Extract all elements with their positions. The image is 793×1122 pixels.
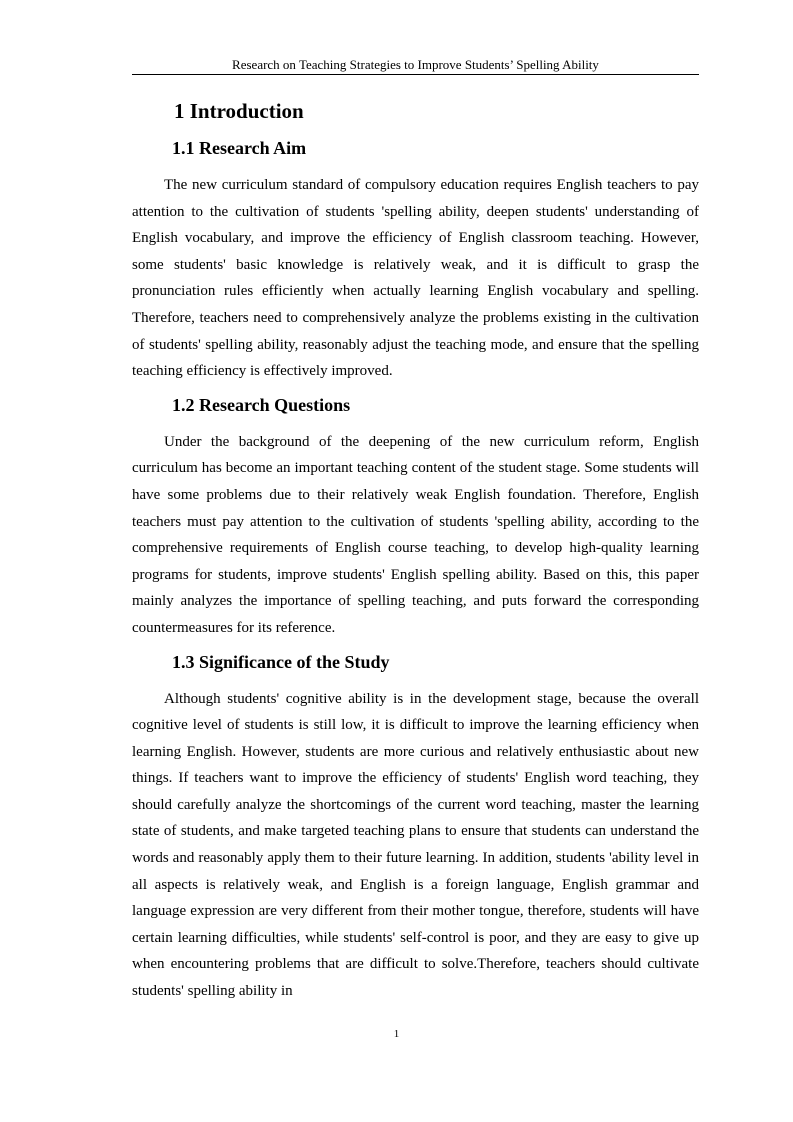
- paragraph-research-questions: Under the background of the deepening of the new curriculum reform, English curriculum has become an important teaching content of the student stage. Some students will have some problems due to their relatively weak English foundation. Therefore, English teachers must pay attention to the cultivation of students 'spelling ability, according to the comprehensive requirements of English course teaching, to develop high-quality learning programs for students, improve students' English spelling ability. Based on this, this paper mainly analyzes the importance of spelling teaching, and puts forward the corresponding countermeasures for its reference.: [132, 433, 699, 636]
- page-number: 1: [393, 1028, 400, 1040]
- paragraph-significance: Although students' cognitive ability is in the development stage, because the overall cognitive level of students is still low, it is difficult to improve the learning efficiency when learning English. However, students are more curious and relatively enthusiastic about new things. If teachers want to improve the efficiency of students' English word teaching, they should carefully analyze the shortcomings of the current word teaching, master the learning state of students, and make targeted teaching plans to ensure that students can understand the words and reasonably apply them to their future learning. In addition, students 'ability level in all aspects is relatively weak, and English is a foreign language, English grammar and language expression are very different from their mother tongue, therefore, students will have certain learning difficulties, while students' self-control is poor, and they are easy to give up when encountering problems that are difficult to solve.Therefore, teachers should cultivate students' spelling ability in: [132, 690, 699, 1000]
- chapter-title: 1 Introduction: [174, 99, 304, 123]
- running-header: Research on Teaching Strategies to Improve Students’ Spelling Ability: [132, 57, 699, 75]
- section-heading-research-questions: 1.2 Research Questions: [172, 394, 351, 415]
- section-heading-significance: 1.3 Significance of the Study: [172, 651, 390, 672]
- paragraph-research-aim: The new curriculum standard of compulsory education requires English teachers to pay attention to the cultivation of students 'spelling ability, deepen students' understanding of English vocabulary, and improve the efficiency of English classroom teaching. However, some students' basic knowledge is relatively weak, and it is difficult to grasp the pronunciation rules efficiently when actually learning English vocabulary and spelling. Therefore, teachers need to comprehensively analyze the problems existing in the cultivation of students' spelling ability, reasonably adjust the teaching mode, and ensure that the spelling teaching efficiency is effectively improved.: [132, 177, 699, 380]
- page-content: [132, 94, 699, 1005]
- section-heading-research-aim: 1.1 Research Aim: [172, 138, 307, 158]
